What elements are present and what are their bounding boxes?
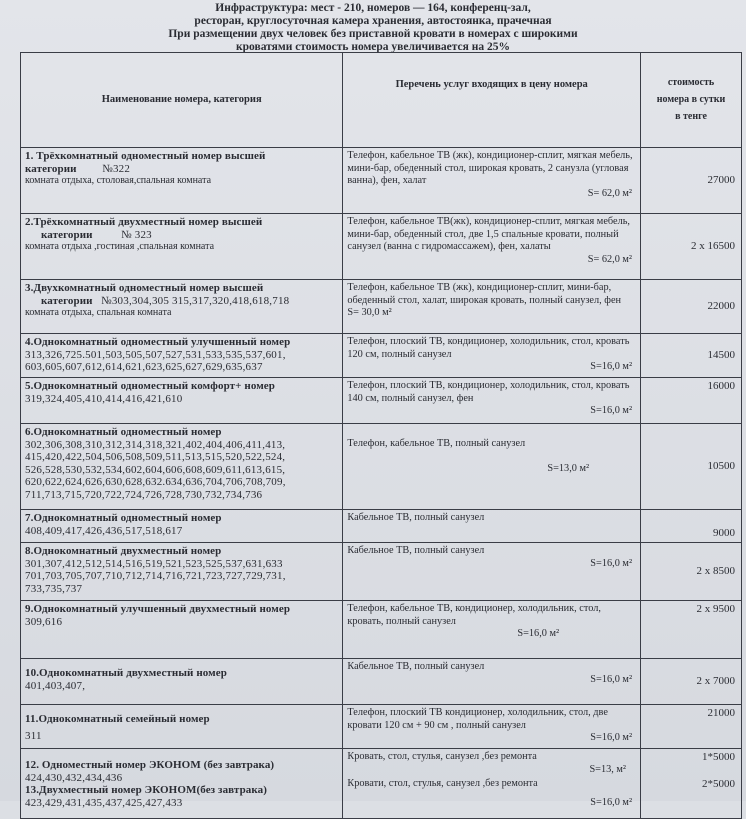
table-row xyxy=(21,214,742,280)
room-price-table xyxy=(20,52,742,819)
services-cell: Кабельное ТВ, полный санузел S=16,0 м² xyxy=(343,659,641,705)
table-row xyxy=(21,749,742,819)
room-name-cell: 2.Трёхкомнатный двухместный номер высшей категории № 323 комната отдыха ,гостиная ,спальная комната xyxy=(21,214,343,280)
price-cell: 21000 xyxy=(641,705,742,749)
price-cell: 22000 xyxy=(641,280,742,334)
table-row xyxy=(21,424,742,510)
room-name-cell: 11.Однокомнатный семейный номер 311 xyxy=(21,705,343,749)
services-cell: Телефон, кабельное ТВ, кондиционер, холодильник, стол, кровать, полный санузел S=16,0 м² xyxy=(343,601,641,659)
room-name-cell: 10.Однокомнатный двухместный номер 401,403,407, xyxy=(21,659,343,705)
price-cell: 10500 xyxy=(641,424,742,510)
header-line-2: ресторан, круглосуточная камера хранения, автостоянка, прачечная xyxy=(194,15,552,27)
services-cell: Телефон, кабельное ТВ, полный санузел S=13,0 м² xyxy=(343,424,641,510)
price-cell: 14500 xyxy=(641,334,742,378)
table-header-row xyxy=(21,53,742,148)
room-name-cell: 7.Однокомнатный одноместный номер 408,409,417,426,436,517,518,617 xyxy=(21,510,343,543)
document-header xyxy=(0,0,746,54)
column-header-name: Наименование номера, категория xyxy=(21,53,343,148)
room-name-cell: 6.Однокомнатный одноместный номер 302,306,308,310,312,314,318,321,402,404,406,411,413, 415,420,422,504,506,508,509,511,513,515,520,522,524, 526,528,530,532,534,602,604,606,608,609,611,613,615, 620,622,624,626,630,628,632.634,636,704,706,708,709, 711,713,715,720,722,724,726,728,730,732,734,736 xyxy=(21,424,343,510)
services-cell: Кабельное ТВ, полный санузел S=16,0 м² xyxy=(343,543,641,601)
room-name-cell: 4.Однокомнатный одноместный улучшенный номер 313,326,725.501,503,505,507,527,531,533,535,537,601, 603,605,607,612,614,621,623,625,627,629,635,637 xyxy=(21,334,343,378)
table-row xyxy=(21,334,742,378)
price-cell: 2 х 16500 xyxy=(641,214,742,280)
header-line-3: При размещении двух человек без приставной кровати в номерах с широкими xyxy=(168,28,578,40)
table-row xyxy=(21,148,742,214)
room-name-cell: 9.Однокомнатный улучшенный двухместный номер 309,616 xyxy=(21,601,343,659)
table-row xyxy=(21,543,742,601)
services-cell: Телефон, плоский ТВ, кондиционер, холодильник, стол, кровать 140 см, полный санузел, фен S=16,0 м² xyxy=(343,378,641,424)
table-row xyxy=(21,280,742,334)
column-header-services: Перечень услуг входящих в цену номера xyxy=(343,53,641,148)
price-cell: 1*5000 2*5000 xyxy=(641,749,742,819)
table-row xyxy=(21,659,742,705)
table-row xyxy=(21,705,742,749)
price-cell: 2 х 9500 xyxy=(641,601,742,659)
room-name-cell: 8.Однокомнатный двухместный номер 301,307,412,512,514,516,519,521,523,525,537,631,633 701,703,705,707,710,712,714,716,721,723,727,729,731, 733,735,737 xyxy=(21,543,343,601)
price-cell: 2 х 7000 xyxy=(641,659,742,705)
room-name-cell: 1. Трёхкомнатный одноместный номер высшей категории №322 комната отдыха, столовая,спальная комната xyxy=(21,148,343,214)
services-cell: Кровать, стол, стулья, санузел ,без ремонта S=13, м² Кровати, стол, стулья, санузел ,без ремонта S=16,0 м² xyxy=(343,749,641,819)
services-cell: Телефон, плоский ТВ кондиционер, холодильник, стол, две кровати 120 см + 90 см , полный санузел S=16,0 м² xyxy=(343,705,641,749)
table-row xyxy=(21,378,742,424)
room-name-cell: 12. Одноместный номер ЭКОНОМ (без завтрака) 424,430,432,434,436 13.Двухместный номер ЭКОНОМ(без завтрака) 423,429,431,435,437,425,427,433 xyxy=(21,749,343,819)
column-header-price: стоимость номера в сутки в тенге xyxy=(641,53,742,148)
header-line-1: Инфраструктура: мест - 210, номеров — 164, конференц-зал, xyxy=(215,2,531,14)
services-cell: Телефон, плоский ТВ, кондиционер, холодильник, стол, кровать 120 см, полный санузел S=16,0 м² xyxy=(343,334,641,378)
header-line-4: кроватями стоимость номера увеличивается на 25% xyxy=(236,41,510,53)
room-name-cell: 3.Двухкомнатный одноместный номер высшей категории №303,304,305 315,317,320,418,618,718 комната отдыха, спальная комната xyxy=(21,280,343,334)
room-name-cell: 5.Однокомнатный одноместный комфорт+ номер 319,324,405,410,414,416,421,610 xyxy=(21,378,343,424)
services-cell: Телефон, кабельное ТВ(жк), кондиционер-сплит, мягкая мебель, мини-бар, обеденный стол, две 1,5 спальные кровати, полный санузел (ванна с гидромассажем), фен, халаты S= 62,0 м² xyxy=(343,214,641,280)
services-cell: Кабельное ТВ, полный санузел xyxy=(343,510,641,543)
price-cell: 9000 xyxy=(641,510,742,543)
price-cell: 2 х 8500 xyxy=(641,543,742,601)
services-cell: Телефон, кабельное ТВ (жк), кондиционер-сплит, мягкая мебель, мини-бар, обеденный стол, широкая кровать, 2 санузла (угловая ванна), фен, халат S= 62,0 м² xyxy=(343,148,641,214)
price-cell: 16000 xyxy=(641,378,742,424)
table-row xyxy=(21,510,742,543)
services-cell: Телефон, кабельное ТВ (жк), кондиционер-сплит, мини-бар, обеденный стол, халат, широкая кровать, полный санузел, фен S= 30,0 м² xyxy=(343,280,641,334)
table-row xyxy=(21,601,742,659)
price-cell: 27000 xyxy=(641,148,742,214)
